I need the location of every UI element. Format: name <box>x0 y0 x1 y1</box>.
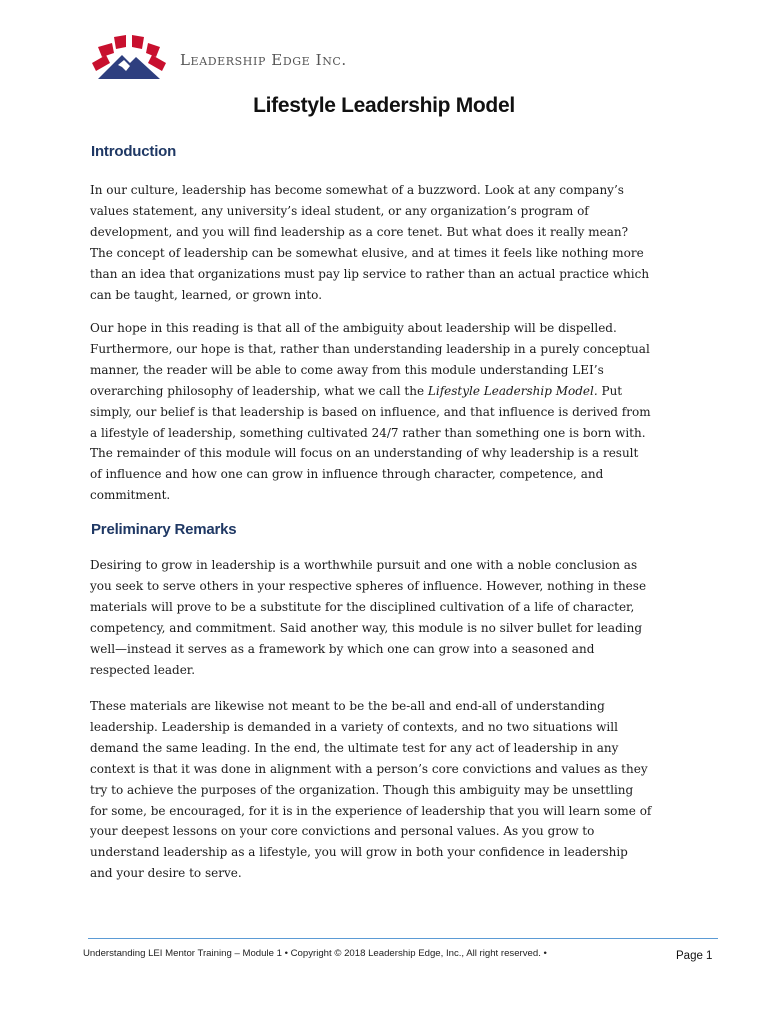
text-line-start: overarching philosophy of leadership, what we call the <box>90 383 428 398</box>
text-line: competency, and commitment. Said another way, this module is no silver bullet for leading <box>90 620 642 635</box>
text-line: your deepest lessons on your core convictions and personal values. As you grow to <box>90 824 595 839</box>
text-line: than an idea that organizations must pay lip service to rather than an actual practice which <box>90 266 650 281</box>
text-line: respected leader. <box>90 662 196 677</box>
text-line: materials will prove to be a substitute for the disciplined cultivation of a life of character, <box>90 599 635 614</box>
text-line: development, and you will find leadership as a core tenet. But what does it really mean? <box>90 224 629 239</box>
text-line: Desiring to grow in leadership is a worthwhile pursuit and one with a noble conclusion as <box>90 558 638 572</box>
paragraph-intro-1 <box>90 180 690 305</box>
text-line: simply, our belief is that leadership is based on influence, and that influence is derived from <box>90 404 651 419</box>
text-line: and your desire to serve. <box>90 866 242 881</box>
leadership-edge-logo-icon <box>88 33 170 83</box>
text-line: try to achieve the purposes of the organization. Though this ambiguity may be unsettling <box>90 782 634 797</box>
text-line: for some, be encouraged, for it is in the experience of leadership that you will learn some of <box>90 803 652 818</box>
paragraph-intro-2 <box>90 318 690 506</box>
text-line: values statement, any university’s ideal student, or any organization’s program of <box>90 203 589 218</box>
document-header <box>88 32 347 84</box>
text-line: Our hope in this reading is that all of the ambiguity about leadership will be dispelled. <box>90 321 617 335</box>
text-line: These materials are likewise not meant to be the be-all and end-all of understanding <box>90 699 605 713</box>
footer-divider <box>88 938 718 939</box>
paragraph-remarks-2 <box>90 696 690 884</box>
text-line: The concept of leadership can be somewhat elusive, and at times it feels like nothing more <box>90 245 644 260</box>
text-line: of influence and how one can grow in influence through character, competence, and <box>90 467 604 482</box>
text-line: understand leadership as a lifestyle, you will grow in both your confidence in leadership <box>90 845 628 860</box>
text-line: context is that it was done in alignment with a person’s core convictions and values as they <box>90 761 648 776</box>
brand-name: Leadership Edge Inc. <box>180 51 347 69</box>
footer-copyright: Understanding LEI Mentor Training – Module 1 • Copyright © 2018 Leadership Edge, Inc., All right reserved. • <box>83 948 547 959</box>
text-line: demand the same leading. In the end, the ultimate test for any act of leadership in any <box>90 740 619 755</box>
text-line: Furthermore, our hope is that, rather than understanding leadership in a purely conceptual <box>90 341 650 356</box>
text-line: commitment. <box>90 488 171 503</box>
page-number: Page 1 <box>676 950 713 962</box>
text-line: manner, the reader will be able to come away from this module understanding LEI’s <box>90 362 604 377</box>
section-heading-preliminary-remarks: Preliminary Remarks <box>91 521 237 538</box>
document-title: Lifestyle Leadership Model <box>253 94 515 117</box>
model-name-emphasis: Lifestyle Leadership Model. <box>427 383 598 398</box>
text-line: you seek to serve others in your respective spheres of influence. However, nothing in these <box>90 578 647 593</box>
section-heading-introduction: Introduction <box>91 143 177 160</box>
text-line: In our culture, leadership has become somewhat of a buzzword. Look at any company’s <box>90 183 624 197</box>
text-line: a lifestyle of leadership, something cultivated 24/7 rather than something one is born with. <box>90 425 646 440</box>
text-line: The remainder of this module will focus on an understanding of why leadership is a result <box>90 446 639 461</box>
text-line: can be taught, learned, or grown into. <box>90 287 323 302</box>
text-line-end: Put <box>601 383 623 398</box>
paragraph-remarks-1 <box>90 555 690 680</box>
text-line: well—instead it serves as a framework by which one can grow into a seasoned and <box>90 641 595 656</box>
text-line-with-emphasis <box>90 381 690 402</box>
text-line: leadership. Leadership is demanded in a variety of contexts, and no two situations will <box>90 719 618 734</box>
